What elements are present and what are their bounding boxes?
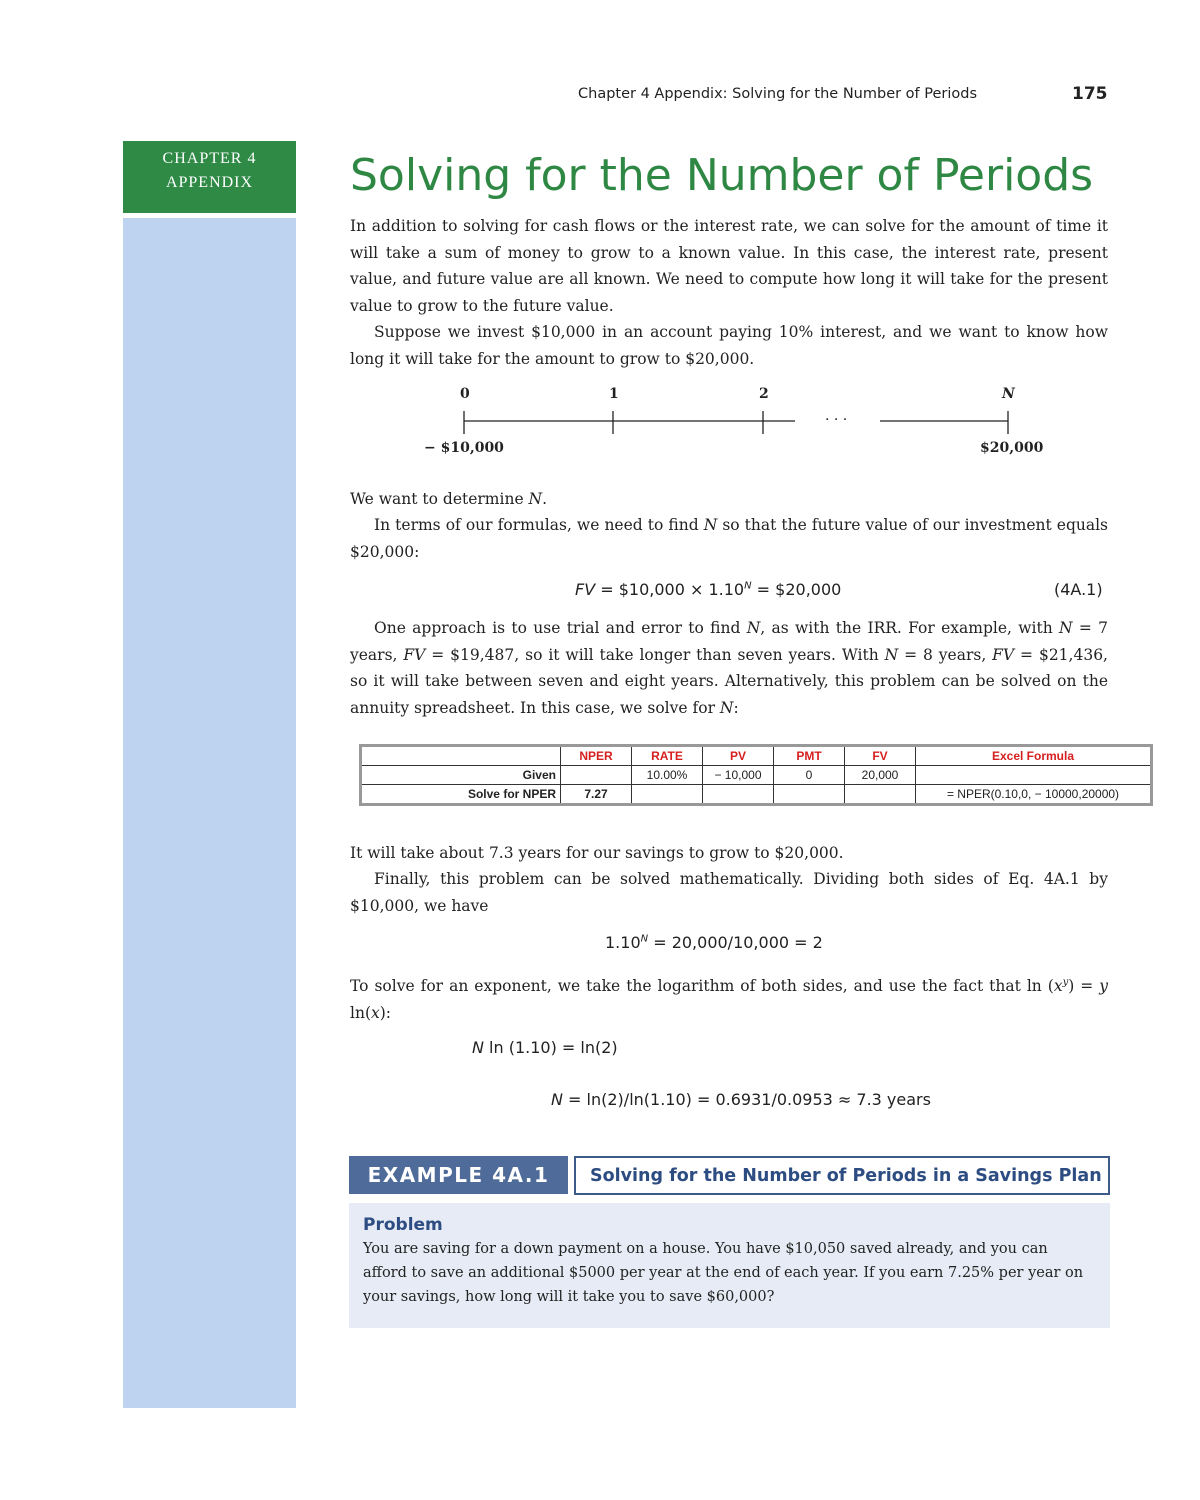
cell-solve-nper: 7.27 xyxy=(561,785,632,805)
eq-exponent-n: N xyxy=(640,933,649,945)
cell-given-pv: − 10,000 xyxy=(703,766,774,785)
equation-ratio xyxy=(605,933,823,952)
text-segment: , as with the IRR. For example, with xyxy=(760,619,1059,637)
paragraph-mathematical: Finally, this problem can be solved mathematically. Dividing both sides of Eq. 4A.1 by $10,000, we have xyxy=(350,870,1108,915)
cell-solve-pv xyxy=(703,785,774,805)
eq-symbol-n: N xyxy=(472,1038,484,1057)
text-segment: To solve for an exponent, we take the logarithm of both sides, and use the fact that ln ( xyxy=(350,977,1054,996)
text-segment: In terms of our formulas, we need to find xyxy=(374,516,704,534)
spreadsheet-corner xyxy=(361,746,561,766)
symbol-n: N xyxy=(884,645,899,664)
text-segment: = 7 years, xyxy=(350,619,1109,664)
eq-text: = $20,000 xyxy=(751,580,842,599)
symbol-x: x xyxy=(371,1003,380,1022)
cell-given-pmt: 0 xyxy=(774,766,845,785)
timeline-tick-label-1: 1 xyxy=(609,386,619,402)
text-segment: One approach is to use trial and error to find xyxy=(374,619,747,637)
timeline-cf-start: − $10,000 xyxy=(424,440,504,456)
cell-solve-fv xyxy=(845,785,916,805)
col-header-fv: FV xyxy=(845,746,916,766)
eq-text: = $10,000 × 1.10 xyxy=(595,580,745,599)
chapter-tab-line2: APPENDIX xyxy=(165,174,254,191)
text-segment: = 8 years, xyxy=(898,645,993,664)
text-segment: ln( xyxy=(350,1003,371,1022)
text-segment: We want to determine xyxy=(350,490,529,508)
equation-number-4a1: (4A.1) xyxy=(1054,580,1103,599)
text-segment: : xyxy=(733,698,739,717)
paragraph-intro: In addition to solving for cash flows or the interest rate, we can solve for the amount of time it will take a sum of money to grow to a known value. In this case, the interest rate, present value, and future value are all known. We need to compute how long it will take for the present value to grow to the future value. xyxy=(350,217,1108,315)
example-tab: EXAMPLE 4A.1 xyxy=(349,1156,568,1194)
chapter-tab-line1: CHAPTER 4 xyxy=(162,150,257,167)
page-title: Solving for the Number of Periods xyxy=(350,150,1094,201)
symbol-n: N xyxy=(746,619,761,637)
cell-given-nper xyxy=(561,766,632,785)
col-header-rate: RATE xyxy=(632,746,703,766)
cell-given-fv: 20,000 xyxy=(845,766,916,785)
symbol-n: N xyxy=(719,698,734,717)
symbol-n: N xyxy=(703,516,718,534)
problem-text: You are saving for a down payment on a house. You have $10,050 saved already, and you can afford to save an additional $5000 per year at the end of each year. If you earn 7.25% per year on your savings, how long will it take you to save $60,000? xyxy=(363,1241,1084,1305)
symbol-fv: FV xyxy=(403,645,426,664)
col-header-pv: PV xyxy=(703,746,774,766)
symbol-y: y xyxy=(1099,977,1108,996)
timeline-svg xyxy=(420,384,1060,464)
cell-given-rate: 10.00% xyxy=(632,766,703,785)
annuity-spreadsheet xyxy=(359,744,1153,806)
running-header: Chapter 4 Appendix: Solving for the Number of Periods xyxy=(578,86,978,102)
timeline-tick-label-n: N xyxy=(1002,386,1015,402)
paragraph-logarithm xyxy=(350,970,1108,1026)
eq-text: ln (1.10) = ln(2) xyxy=(483,1038,618,1057)
text-segment: . xyxy=(542,490,548,508)
equation-ln xyxy=(472,1038,618,1057)
timeline-tick-label-2: 2 xyxy=(759,386,769,402)
eq-exponent-n: N xyxy=(744,580,752,592)
eq-text: = 20,000/10,000 = 2 xyxy=(648,933,823,952)
chapter-tab xyxy=(123,141,296,213)
symbol-x: x xyxy=(1053,977,1063,996)
text-segment: ): xyxy=(379,1003,392,1022)
sidebar-band xyxy=(123,218,296,1408)
paragraph-determine xyxy=(350,486,1108,513)
row-label-solve: Solve for NPER xyxy=(361,785,561,805)
paragraph-suppose: Suppose we invest $10,000 in an account paying 10% interest, and we want to know how long it will take for the amount to grow to $20,000. xyxy=(350,323,1108,368)
eq-symbol-fv: FV xyxy=(575,580,596,599)
cell-solve-pmt xyxy=(774,785,845,805)
equation-solution xyxy=(551,1090,931,1109)
eq-text: 1.10 xyxy=(605,933,641,952)
col-header-nper: NPER xyxy=(561,746,632,766)
equation-4a1 xyxy=(575,580,841,599)
paragraph-trial-error xyxy=(350,615,1108,721)
problem-heading: Problem xyxy=(363,1215,443,1235)
symbol-y: y xyxy=(1062,977,1069,988)
timeline-cf-end: $20,000 xyxy=(980,440,1044,456)
text-segment: = $19,487, so it will take longer than seven years. With xyxy=(425,645,885,664)
col-header-pmt: PMT xyxy=(774,746,845,766)
timeline-tick-label-0: 0 xyxy=(460,386,470,402)
text-segment: so that the future value of our investment equals $20,000: xyxy=(350,516,1108,561)
text-segment: = $21,436, so it will take between seven and eight years. Alternatively, this problem can be solved on the annuity spreadsheet. In this case, we solve for xyxy=(350,645,1108,717)
cell-solve-rate xyxy=(632,785,703,805)
row-label-given: Given xyxy=(361,766,561,785)
timeline-ellipsis: . . . xyxy=(825,408,848,424)
symbol-fv: FV xyxy=(992,645,1015,664)
paragraph-result: It will take about 7.3 years for our savings to grow to $20,000. xyxy=(350,844,844,862)
eq-text: = ln(2)/ln(1.10) = 0.6931/0.0953 ≈ 7.3 years xyxy=(562,1090,931,1109)
cell-solve-formula: = NPER(0.10,0, − 10000,20000) xyxy=(916,785,1152,805)
page-number: 175 xyxy=(1072,84,1108,104)
symbol-n: N xyxy=(528,490,543,508)
cell-given-formula xyxy=(916,766,1152,785)
paragraph-formulas xyxy=(350,512,1108,565)
eq-symbol-n: N xyxy=(551,1090,563,1109)
spreadsheet-header-row xyxy=(361,746,1152,766)
spreadsheet-row-solve xyxy=(361,785,1152,805)
symbol-n: N xyxy=(1058,619,1073,637)
text-segment: ) = xyxy=(1068,977,1100,996)
spreadsheet-row-given xyxy=(361,766,1152,785)
example-body xyxy=(349,1203,1110,1328)
example-title: Solving for the Number of Periods in a Savings Plan xyxy=(574,1156,1110,1195)
col-header-excel-formula: Excel Formula xyxy=(916,746,1152,766)
